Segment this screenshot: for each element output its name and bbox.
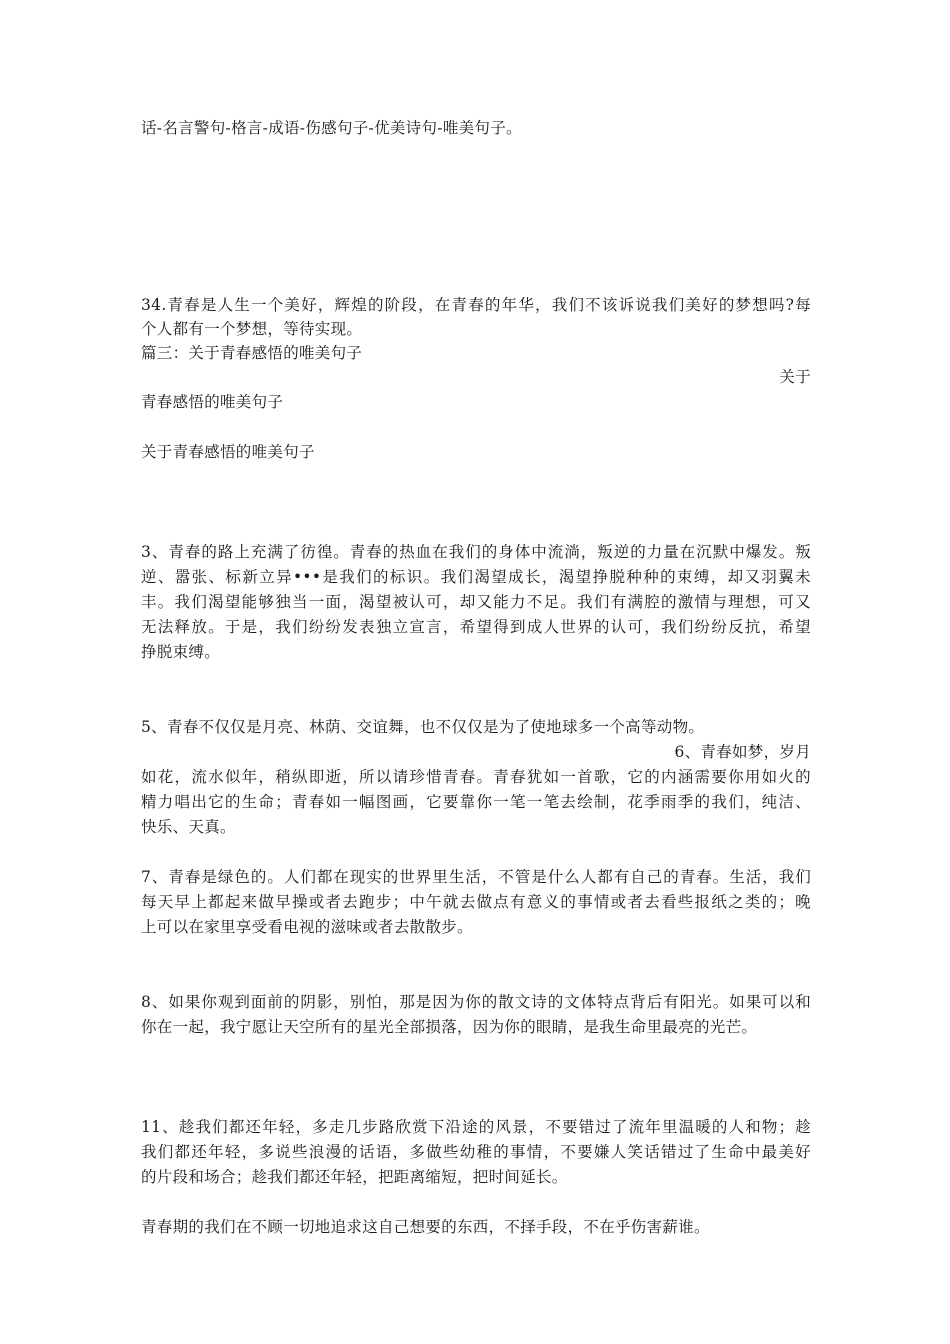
text-line: 7、青春是绿色的。人们都在现实的世界里生活，不管是什么人都有自己的青春。生活，我们 (141, 868, 811, 886)
text-line: 我们都还年轻，多说些浪漫的话语，多做些幼稚的事情，不要嫌人笑话错过了生命中最美好 (141, 1143, 811, 1161)
text-line: 话-名言警句-格言-成语-伤感句子-优美诗句-唯美句子。 (141, 119, 522, 137)
text-line: 关于 (779, 368, 811, 386)
text-line: 丰。我们渴望能够独当一面，渴望被认可，却又能力不足。我们有满腔的激情与理想，可又 (141, 593, 811, 611)
text-line: 5、青春不仅仅是月亮、林荫、交谊舞，也不仅仅是为了使地球多一个高等动物。 (141, 718, 705, 736)
text-line: 每天早上都起来做早操或者去跑步；中午就去做点有意义的事情或者去看些报纸之类的；晚 (141, 893, 811, 911)
text-line: 34.青春是人生一个美好，辉煌的阶段，在青春的年华，我们不该诉说我们美好的梦想吗?每 (141, 296, 811, 314)
text-line: 如花，流水似年，稍纵即逝，所以请珍惜青春。青春犹如一首歌，它的内涵需要你用如火的 (141, 768, 811, 786)
text-line: 青春感悟的唯美句子 (141, 393, 284, 411)
text-line: 的片段和场合；趁我们都还年轻，把距离缩短，把时间延长。 (141, 1168, 568, 1186)
text-line: 挣脱束缚。 (141, 643, 221, 661)
text-line: 你在一起，我宁愿让天空所有的星光全部损落，因为你的眼睛，是我生命里最亮的光芒。 (141, 1018, 758, 1036)
text-line: 11、趁我们都还年轻，多走几步路欣赏下沿途的风景，不要错过了流年里温暖的人和物；趁 (141, 1118, 811, 1136)
text-line: 关于青春感悟的唯美句子 (141, 443, 315, 461)
text-line: 3、青春的路上充满了彷徨。青春的热血在我们的身体中流淌，叛逆的力量在沉默中爆发。叛 (141, 543, 811, 561)
text-line: 无法释放。于是，我们纷纷发表独立宣言，希望得到成人世界的认可，我们纷纷反抗，希望 (141, 618, 811, 636)
text-line: 6、青春如梦，岁月 (674, 743, 811, 761)
text-line: 8、如果你观到面前的阴影，别怕，那是因为你的散文诗的文体特点背后有阳光。如果可以和 (141, 993, 811, 1011)
text-line: 快乐、天真。 (141, 818, 236, 836)
text-line: 逆、嚣张、标新立异•••是我们的标识。我们渴望成长，渴望挣脱种种的束缚，却又羽翼未 (141, 568, 811, 586)
section-heading: 篇三：关于青春感悟的唯美句子 (141, 344, 363, 362)
text-line: 上可以在家里享受看电视的滋味或者去散散步。 (141, 918, 473, 936)
text-line: 青春期的我们在不顾一切地追求这自己想要的东西，不择手段，不在乎伤害薪谁。 (141, 1218, 710, 1236)
text-line: 精力唱出它的生命；青春如一幅图画，它要靠你一笔一笔去绘制，花季雨季的我们，纯洁、 (141, 793, 811, 811)
text-line: 个人都有一个梦想，等待实现。 (141, 320, 363, 338)
